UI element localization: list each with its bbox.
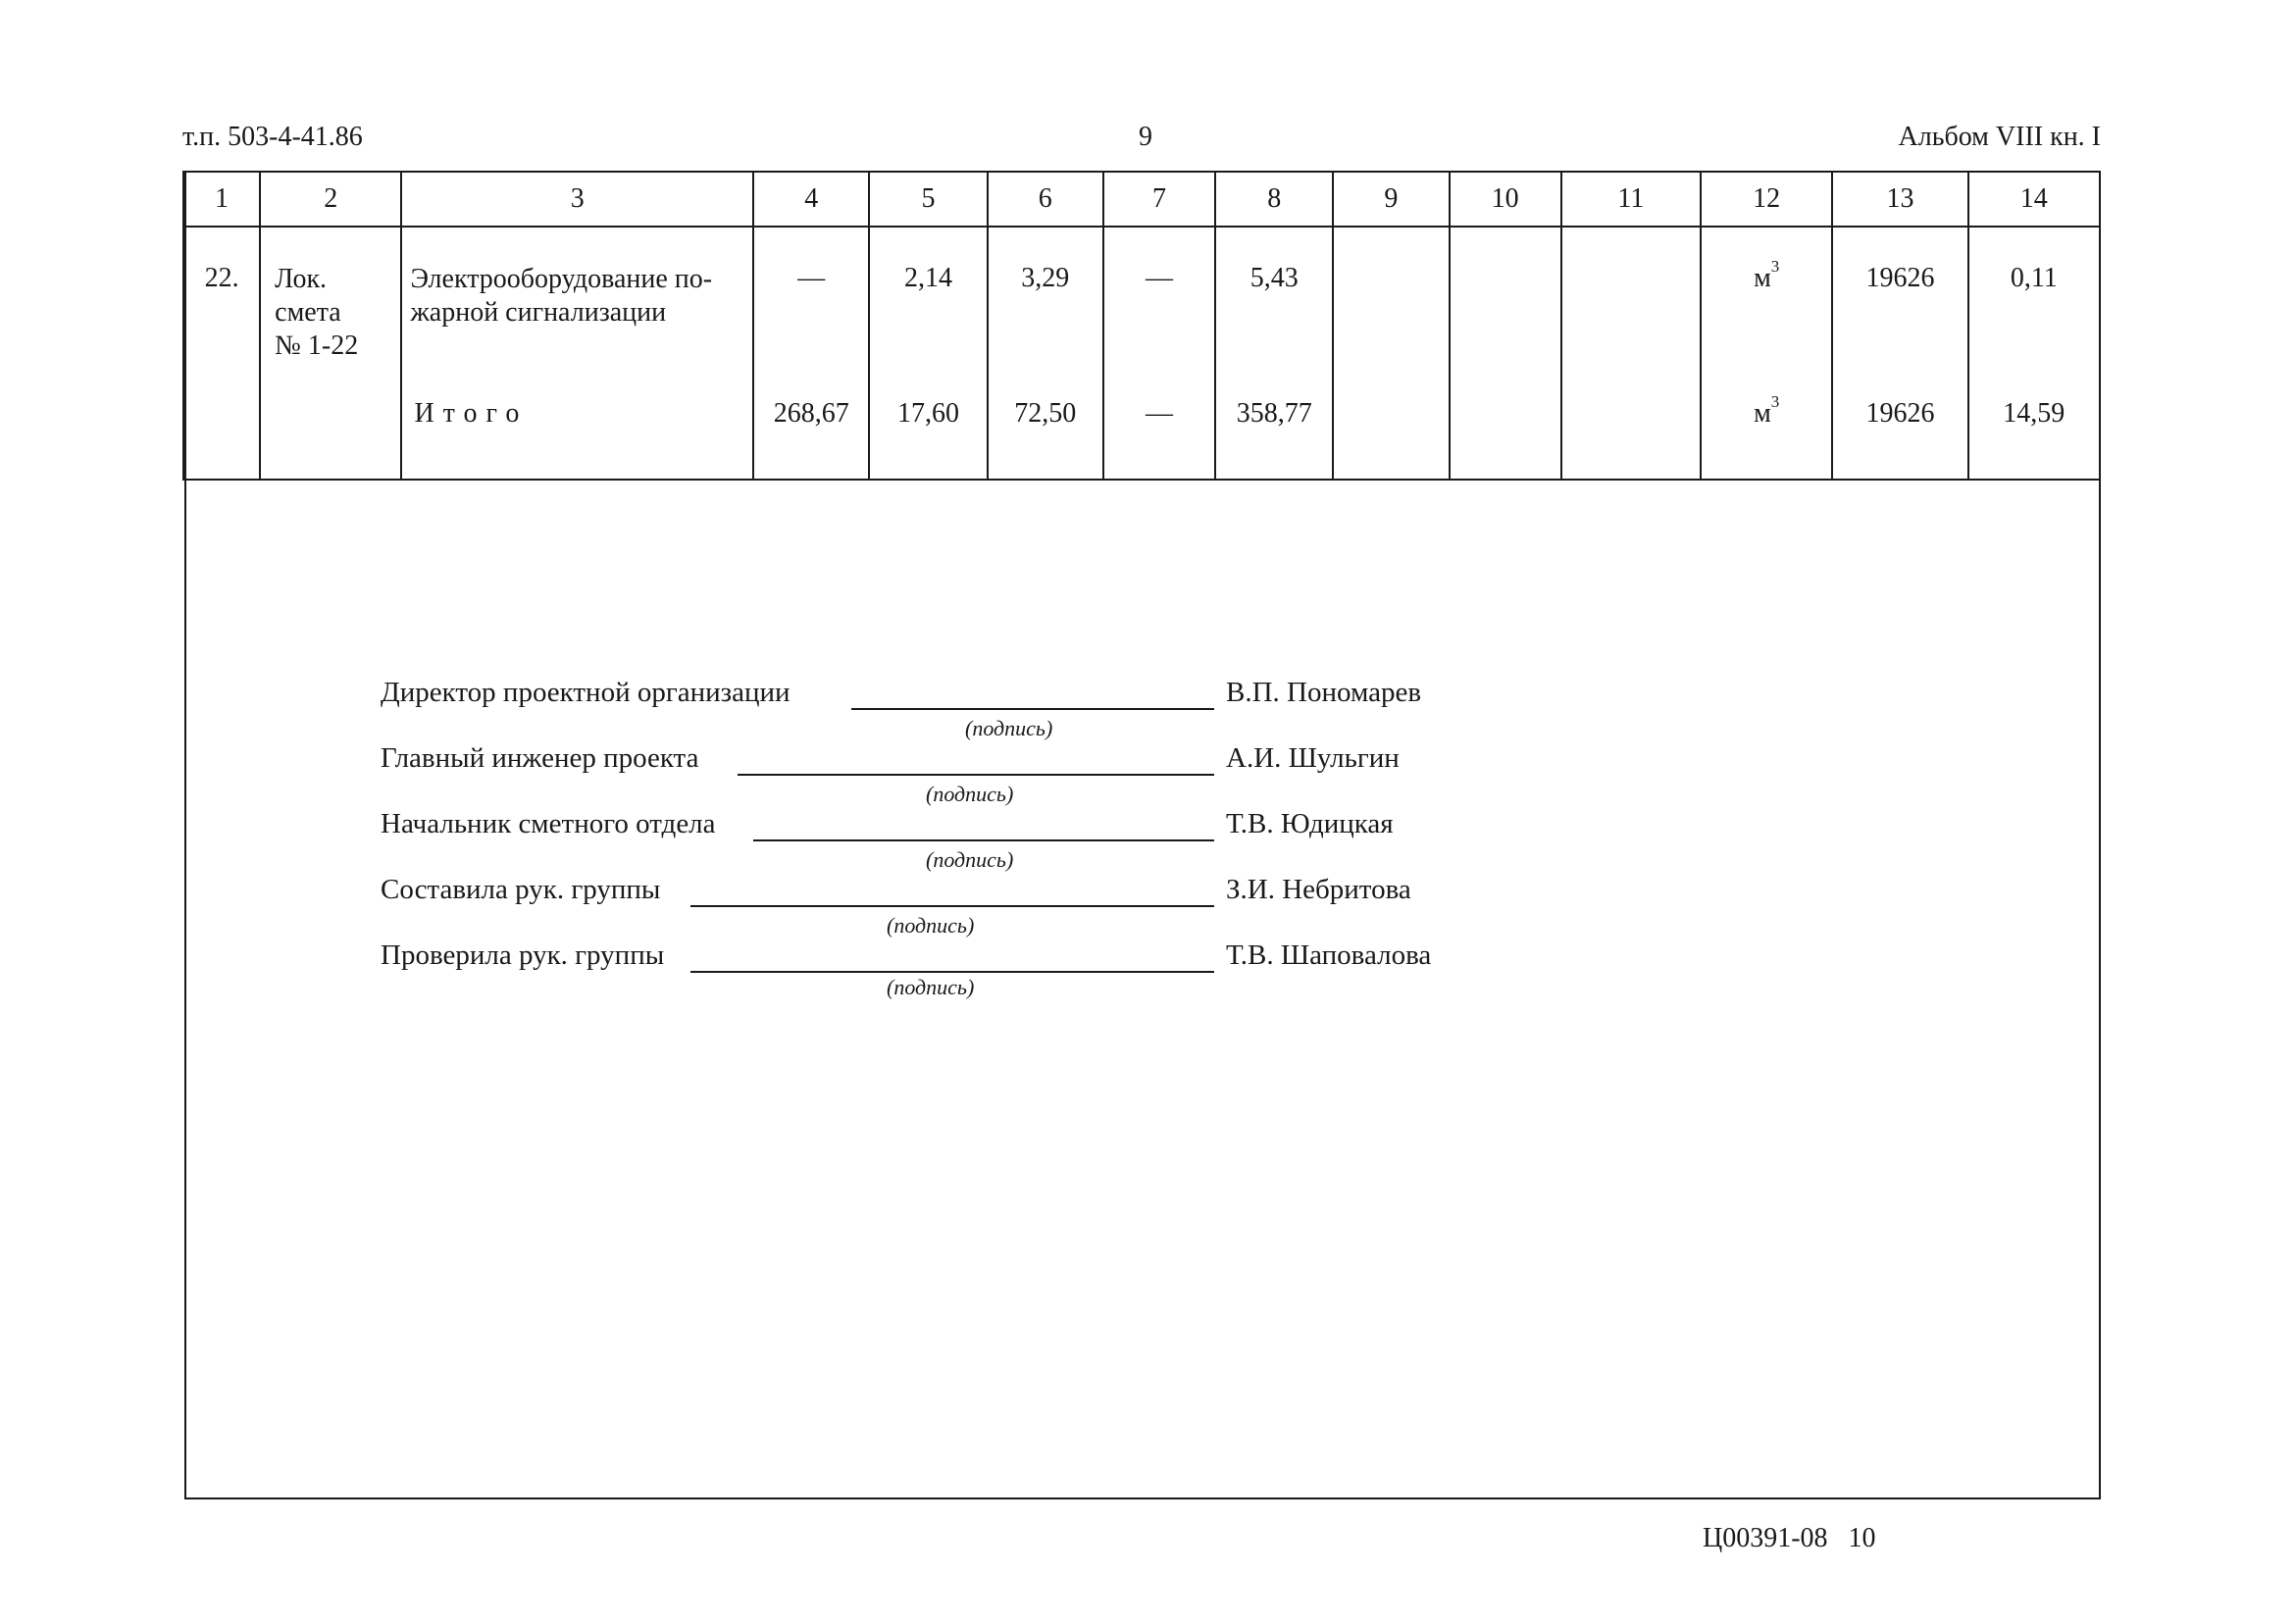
signature-role: Директор проектной организации: [381, 677, 790, 708]
signatory-name: Т.В. Шаповалова: [1226, 939, 1432, 971]
row-number: 22.: [183, 227, 260, 392]
cell-col8: 5,43: [1215, 227, 1333, 392]
footer-code: [1703, 1523, 1876, 1554]
signatory-name: З.И. Небритова: [1226, 874, 1411, 905]
signature-role: Начальник сметного отдела: [381, 808, 716, 839]
total-unit: [1701, 392, 1832, 480]
column-header: 3: [401, 172, 753, 227]
column-header: 7: [1103, 172, 1215, 227]
estimate-table: [182, 171, 2101, 481]
description-line: жарной сигнализации: [410, 297, 667, 328]
column-header: 8: [1215, 172, 1333, 227]
column-header: 9: [1333, 172, 1449, 227]
signature-caption: (подпись): [887, 913, 975, 938]
total-col10: [1450, 392, 1561, 480]
total-col5: 17,60: [869, 392, 987, 480]
column-header: 2: [260, 172, 401, 227]
cell-col4: —: [753, 227, 869, 392]
signatory-name: В.П. Пономарев: [1226, 677, 1422, 708]
ref-line: Лок.: [275, 264, 328, 294]
signature-role: Проверила рук. группы: [381, 939, 665, 971]
cell-col13: 19626: [1832, 227, 1967, 392]
signature-caption: (подпись): [965, 716, 1053, 740]
unit-exponent: 3: [1770, 257, 1780, 276]
cell-col5: 2,14: [869, 227, 987, 392]
total-col11: [1561, 392, 1701, 480]
signature-role: Главный инженер проекта: [381, 742, 699, 774]
cell-col6: 3,29: [988, 227, 1103, 392]
total-col6: 72,50: [988, 392, 1103, 480]
column-header: 5: [869, 172, 987, 227]
signature-line: [738, 774, 1214, 776]
cell-col2: [260, 392, 401, 480]
unit-exponent: 3: [1770, 392, 1780, 411]
total-col4: 268,67: [753, 392, 869, 480]
total-col14: 14,59: [1968, 392, 2100, 480]
page-number: 9: [1139, 122, 1152, 152]
table-row-total: [183, 392, 2100, 480]
signature-caption: (подпись): [926, 847, 1014, 872]
column-header: 1: [183, 172, 260, 227]
cell-col10: [1450, 227, 1561, 392]
cell-col9: [1333, 227, 1449, 392]
column-header: 10: [1450, 172, 1561, 227]
signature-line: [753, 839, 1214, 841]
footer-document-code: Ц00391-08: [1703, 1523, 1828, 1553]
column-header: 11: [1561, 172, 1701, 227]
estimate-reference: [260, 227, 401, 392]
unit-text: м: [1754, 398, 1771, 429]
signature-line: [851, 708, 1214, 710]
ref-line: смета: [275, 297, 341, 328]
signatory-name: Т.В. Юдицкая: [1226, 808, 1394, 839]
column-header: 4: [753, 172, 869, 227]
cell-col11: [1561, 227, 1701, 392]
cell-col1: [183, 392, 260, 480]
total-col13: 19626: [1832, 392, 1967, 480]
document-code: т.п. 503-4-41.86: [182, 122, 363, 152]
column-header: 12: [1701, 172, 1832, 227]
unit-text: м: [1754, 263, 1771, 293]
album-label: Альбом VIII кн. I: [1898, 122, 2101, 152]
description-line: Электрооборудование по-: [410, 264, 713, 294]
signature-caption: (подпись): [887, 975, 975, 999]
total-col9: [1333, 392, 1449, 480]
column-header: 6: [988, 172, 1103, 227]
signature-line: [690, 905, 1214, 907]
cell-unit: [1701, 227, 1832, 392]
total-col8: 358,77: [1215, 392, 1333, 480]
signatory-name: А.И. Шульгин: [1226, 742, 1400, 774]
signature-caption: (подпись): [926, 782, 1014, 806]
footer-page-number: 10: [1848, 1523, 1876, 1553]
table-row: [183, 227, 2100, 392]
signature-role: Составила рук. группы: [381, 874, 661, 905]
item-description: [401, 227, 753, 392]
cell-col14: 0,11: [1968, 227, 2100, 392]
column-header: 13: [1832, 172, 1967, 227]
column-header-row: [183, 172, 2100, 227]
total-label: Итого: [401, 392, 753, 480]
cell-col7: —: [1103, 227, 1215, 392]
column-header: 14: [1968, 172, 2100, 227]
signature-line: [690, 971, 1214, 973]
ref-line: № 1-22: [275, 330, 359, 361]
total-col7: —: [1103, 392, 1215, 480]
